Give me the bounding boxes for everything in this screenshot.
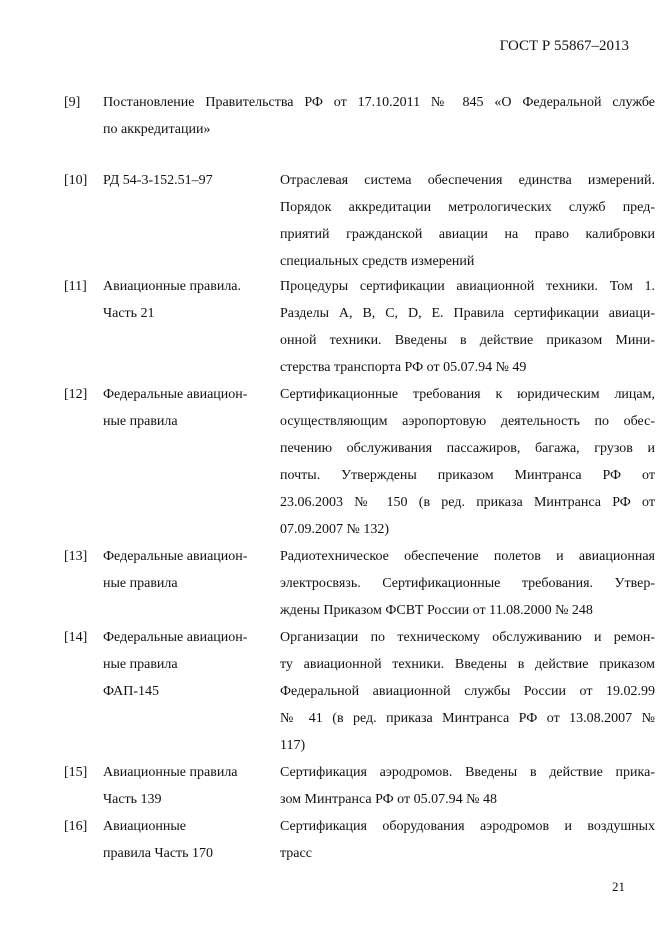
reference-description-line: печению обслуживания пассажиров, багажа, грузов и <box>280 441 655 456</box>
reference-number: [12] <box>64 387 88 402</box>
reference-description-line: осуществляющим аэропортовую деятельность по обес- <box>280 414 655 429</box>
reference-description-line: Сертификация оборудования аэродромов и воздушных <box>280 819 655 834</box>
reference-number: [13] <box>64 549 88 564</box>
reference-source-line: ные правила <box>103 657 178 672</box>
reference-description-line: почты. Утверждены приказом Минтранса РФ от <box>280 468 655 483</box>
reference-description-line: ту авиационной техники. Введены в действие приказом <box>280 657 655 672</box>
reference-description-line: ждены Приказом ФСВТ России от 11.08.2000 № 248 <box>280 603 593 618</box>
reference-source-line: Часть 21 <box>103 306 155 321</box>
reference-description-line: приятий гражданской авиации на право калибровки <box>280 227 655 242</box>
reference-source-line: ФАП-145 <box>103 684 160 699</box>
reference-number: [11] <box>64 279 87 294</box>
document-code-header: ГОСТ Р 55867–2013 <box>499 38 629 54</box>
reference-description <box>280 624 655 759</box>
reference-description-line: онной техники. Введены в действие приказом Мини- <box>280 333 655 348</box>
reference-description-line: 117) <box>280 738 306 753</box>
reference-source-line: РД 54-3-152.51–97 <box>103 173 213 188</box>
reference-description-line: Федеральной авиационной службы России от 19.02.99 <box>280 684 655 699</box>
page-number: 21 <box>612 879 625 894</box>
reference-source-line: ные правила <box>103 414 178 429</box>
reference-description <box>280 813 655 867</box>
reference-description-line: Порядок аккредитации метрологических служб пред- <box>280 200 655 215</box>
reference-source-line: Авиационные правила <box>103 765 238 780</box>
reference-text-line: по аккредитации» <box>103 122 211 137</box>
reference-description <box>280 273 655 381</box>
reference-description-line: специальных средств измерений <box>280 254 475 269</box>
reference-text <box>103 89 655 143</box>
reference-source <box>103 543 268 597</box>
reference-description-line: Разделы A, B, C, D, E. Правила сертификации авиаци- <box>280 306 655 321</box>
reference-description-line: Сертификационные требования к юридическим лицам, <box>280 387 655 402</box>
reference-description <box>280 167 655 275</box>
reference-description-line: № 41 (в ред. приказа Минтранса РФ от 13.08.2007 № <box>280 711 655 726</box>
reference-source <box>103 813 268 867</box>
reference-source <box>103 273 268 327</box>
reference-description <box>280 759 655 813</box>
reference-description-line: Процедуры сертификации авиационной техники. Том 1. <box>280 279 655 294</box>
reference-source-line: правила Часть 170 <box>103 846 214 861</box>
reference-number: [15] <box>64 765 88 780</box>
reference-description-line: электросвязь. Сертификационные требования. Утвер- <box>280 576 655 591</box>
reference-source <box>103 167 268 194</box>
reference-number: [10] <box>64 173 88 188</box>
reference-description-line: стерства транспорта РФ от 05.07.94 № 49 <box>280 360 527 375</box>
reference-source-line: Часть 139 <box>103 792 162 807</box>
reference-text-line: Постановление Правительства РФ от 17.10.2011 № 845 «О Федеральной службе <box>103 95 655 110</box>
reference-source-line: Авиационные правила. <box>103 279 242 294</box>
reference-description-line: 23.06.2003 № 150 (в ред. приказа Минтранса РФ от <box>280 495 655 510</box>
reference-number: [9] <box>64 95 81 110</box>
reference-description <box>280 543 655 624</box>
reference-source <box>103 381 268 435</box>
reference-source-line: Федеральные авиацион- <box>103 630 248 645</box>
reference-number: [16] <box>64 819 88 834</box>
reference-source-line: ные правила <box>103 576 178 591</box>
reference-source <box>103 624 268 705</box>
reference-description-line: Сертификация аэродромов. Введены в действие прика- <box>280 765 655 780</box>
reference-source-line: Федеральные авиацион- <box>103 387 248 402</box>
reference-description-line: Отраслевая система обеспечения единства измерений. <box>280 173 655 188</box>
reference-description-line: 07.09.2007 № 132) <box>280 522 390 537</box>
reference-description <box>280 381 655 543</box>
reference-description-line: Радиотехническое обеспечение полетов и авиационная <box>280 549 655 564</box>
reference-source-line: Авиационные <box>103 819 187 834</box>
reference-number: [14] <box>64 630 88 645</box>
reference-description-line: трасс <box>280 846 312 861</box>
reference-description-line: зом Минтранса РФ от 05.07.94 № 48 <box>280 792 497 807</box>
reference-description-line: Организации по техническому обслуживанию и ремон- <box>280 630 655 645</box>
reference-source-line: Федеральные авиацион- <box>103 549 248 564</box>
reference-source <box>103 759 268 813</box>
